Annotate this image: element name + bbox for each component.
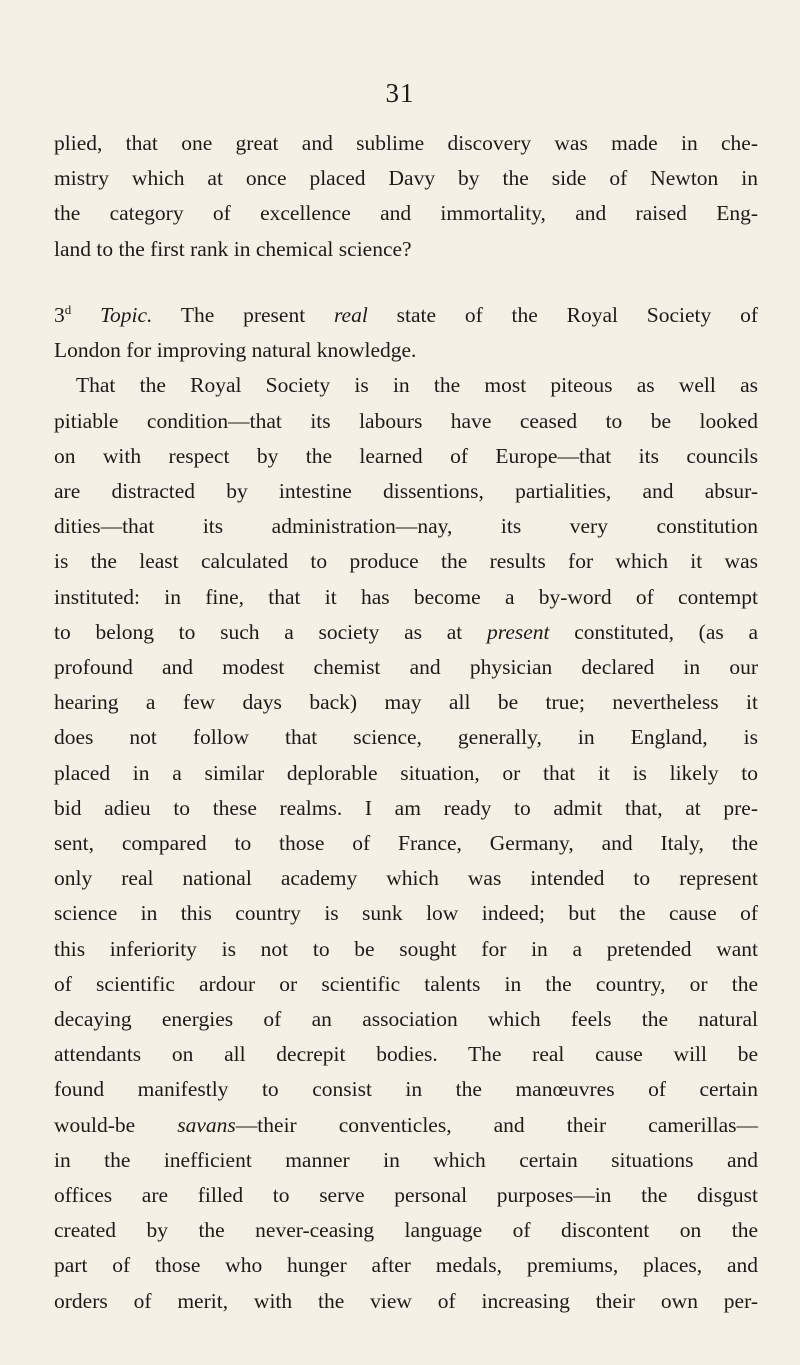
text-segment: would-be (54, 1112, 178, 1137)
text-line: land to the first rank in chemical science? (54, 236, 412, 261)
text-line: on with respect by the learned of Europe—that its councils (54, 443, 758, 468)
text-line: are distracted by intestine dissentions, partialities, and absur- (54, 479, 758, 504)
emphasis-savans: savans (177, 1112, 236, 1137)
text-line: orders of merit, with the view of increasing their own per- (54, 1288, 758, 1313)
topic-emphasis: real (333, 303, 368, 327)
emphasis-present: present (487, 619, 550, 644)
text-line: found manifestly to consist in the manœuvres of certain (54, 1077, 758, 1102)
topic-label: Topic. (100, 303, 153, 327)
text-line: of scientific ardour or scientific talents in the country, or the (54, 971, 758, 996)
topic-text-after: state of the Royal Society of (367, 303, 758, 327)
paragraph-topic-3 (54, 298, 758, 1319)
text-segment: —their conventicles, and their camerillas— (235, 1112, 759, 1137)
text-line: hearing a few days back) may all be true; nevertheless it (54, 690, 758, 715)
topic-superscript: d (64, 302, 72, 317)
topic-heading-line (54, 298, 758, 333)
text-line: part of those who hunger after medals, premiums, places, and (54, 1253, 758, 1278)
paragraph-davy (54, 126, 758, 267)
text-line: decaying energies of an association which feels the natural (54, 1007, 758, 1032)
text-line (54, 1108, 758, 1143)
topic-number: 3 (54, 303, 65, 327)
text-line: attendants on all decrepit bodies. The real cause will be (54, 1042, 758, 1067)
topic-heading-line-2: London for improving natural knowledge. (54, 338, 417, 363)
text-line: instituted: in fine, that it has become a by-word of contempt (54, 584, 758, 609)
text-line: sent, compared to those of France, Germany, and Italy, the (54, 831, 758, 856)
text-line: mistry which at once placed Davy by the side of Newton in (54, 166, 758, 191)
text-line: the category of excellence and immortality, and raised Eng- (54, 201, 758, 226)
page-number: 31 (385, 78, 415, 108)
text-line: plied, that one great and sublime discovery was made in che- (54, 131, 758, 155)
text-line: placed in a similar deplorable situation, or that it is likely to (54, 760, 758, 785)
text-line (54, 615, 758, 650)
text-line: this inferiority is not to be sought for in a pretended want (54, 936, 758, 961)
text-segment: to belong to such a society as at (54, 619, 487, 644)
text-line: in the inefficient manner in which certain situations and (54, 1147, 758, 1172)
text-line: pitiable condition—that its labours have ceased to be looked (54, 408, 758, 433)
text-line: That the Royal Society is in the most piteous as well as (76, 373, 758, 398)
text-line: only real national academy which was intended to represent (54, 866, 758, 891)
text-segment: constituted, (as a (549, 619, 758, 644)
text-line: does not follow that science, generally, in England, is (54, 725, 758, 750)
text-line: is the least calculated to produce the results for which it was (54, 549, 758, 574)
text-line: offices are filled to serve personal purposes—in the disgust (54, 1183, 758, 1208)
text-line: bid adieu to these realms. I am ready to admit that, at pre- (54, 795, 758, 820)
text-line: created by the never-ceasing language of discontent on the (54, 1218, 758, 1243)
text-line: profound and modest chemist and physician declared in our (54, 655, 758, 680)
topic-text-before: The present (180, 303, 334, 327)
text-line: science in this country is sunk low indeed; but the cause of (54, 901, 758, 926)
text-line: dities—that its administration—nay, its very constitution (54, 514, 758, 539)
